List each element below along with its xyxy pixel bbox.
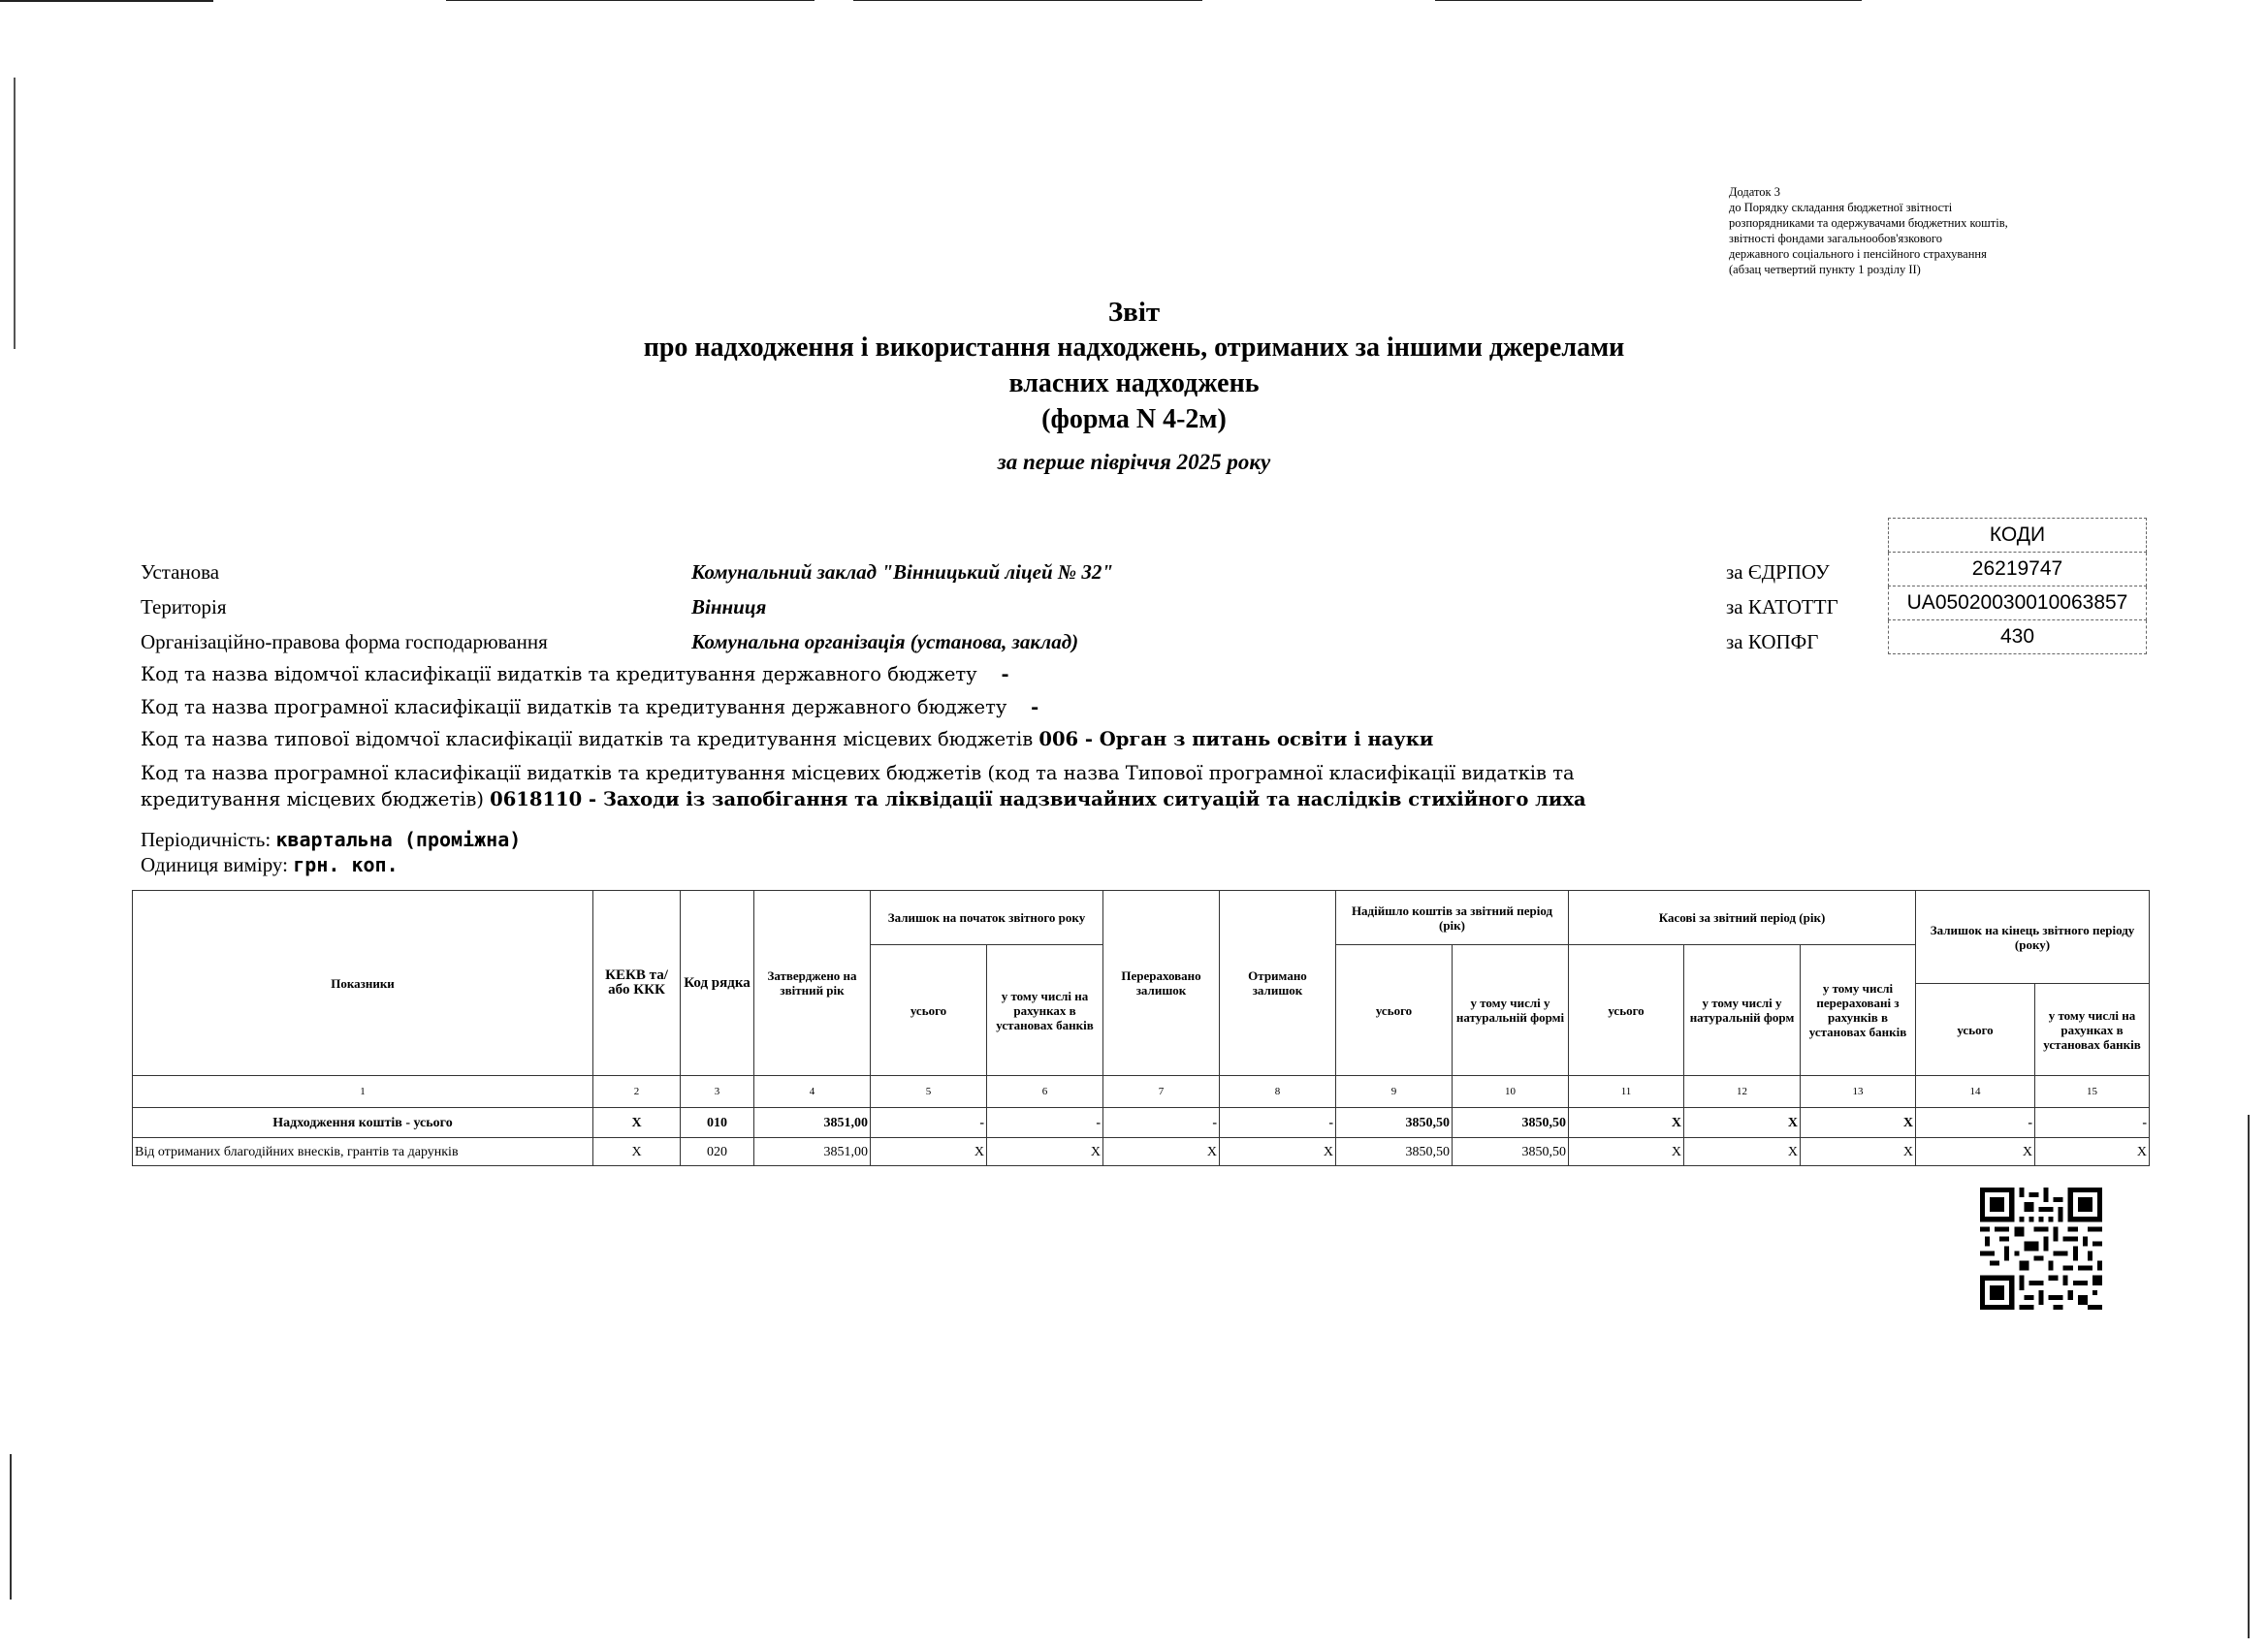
- column-number: 10: [1453, 1076, 1569, 1108]
- column-numbers-row: [133, 1076, 2150, 1108]
- column-number: 12: [1684, 1076, 1801, 1108]
- kopfg-value: 430: [1889, 620, 2147, 654]
- header-balance-end-banks: у тому числі на рахунках в установах банків: [2035, 984, 2150, 1076]
- periodicity-value: квартальна (проміжна): [275, 828, 522, 851]
- table-cell: -: [871, 1108, 987, 1138]
- header-indicators: Показники: [133, 891, 593, 1076]
- report-period: за перше півріччя 2025 року: [997, 450, 1271, 474]
- table-cell: -: [1916, 1108, 2035, 1138]
- header-approved: Затверджено на звітний рік: [754, 891, 871, 1076]
- table-cell: -: [1103, 1108, 1220, 1138]
- classification-line-3: [141, 728, 1595, 750]
- row-name: Від отриманих благодійних внесків, грантів та дарунків: [133, 1138, 593, 1166]
- header-balance-end: Залишок на кінець звітного періоду (року): [1916, 891, 2150, 984]
- codes-title: КОДИ: [1889, 519, 2147, 553]
- annex-line: (абзац четвертий пункту 1 розділу II): [1729, 263, 1921, 276]
- unit: [141, 853, 399, 877]
- unit-value: грн. коп.: [293, 853, 399, 876]
- column-number: 8: [1220, 1076, 1336, 1108]
- institution-value: Комунальний заклад "Вінницький ліцей № 32": [691, 560, 1114, 584]
- scan-artifact: [1435, 0, 1862, 1]
- column-number: 3: [681, 1076, 754, 1108]
- table-cell: X: [1801, 1108, 1916, 1138]
- table-cell: X: [1220, 1138, 1336, 1166]
- column-number: 5: [871, 1076, 987, 1108]
- scan-artifact: [2248, 1115, 2250, 1638]
- table-cell: 3851,00: [754, 1138, 871, 1166]
- table-cell: 3850,50: [1336, 1138, 1453, 1166]
- table-row: [133, 1108, 2150, 1138]
- header-cash-transferred: у тому числі перераховані з рахунків в установах банків: [1801, 945, 1916, 1076]
- column-number: 7: [1103, 1076, 1220, 1108]
- header-income: Надійшло коштів за звітний період (рік): [1336, 891, 1569, 945]
- kopfg-label: за КОПФГ: [1726, 630, 1819, 653]
- header-transferred: Перераховано залишок: [1103, 891, 1220, 1076]
- territory-label: Територія: [141, 595, 227, 618]
- header-income-total: усього: [1336, 945, 1453, 1076]
- classification-text: Код та назва типової відомчої класифікації видатків та кредитування місцевих бюджетів: [141, 728, 1034, 750]
- row-name: Надходження коштів - усього: [133, 1108, 593, 1138]
- column-number: 13: [1801, 1076, 1916, 1108]
- table-cell: X: [1684, 1138, 1801, 1166]
- column-number: 14: [1916, 1076, 2035, 1108]
- annex-note: [1729, 184, 2146, 277]
- header-received: Отримано залишок: [1220, 891, 1336, 1076]
- katottg-value: UA05020030010063857: [1889, 586, 2147, 620]
- annex-line: розпорядниками та одержувачами бюджетних коштів,: [1729, 216, 2008, 230]
- classification-line-2: [141, 696, 1595, 718]
- unit-label: Одиниця виміру:: [141, 853, 288, 876]
- table-cell: X: [1916, 1138, 2035, 1166]
- table-cell: 3850,50: [1453, 1138, 1569, 1166]
- header-cash: Касові за звітний період (рік): [1569, 891, 1916, 945]
- classification-line-4: [141, 762, 1595, 810]
- table-cell: X: [987, 1138, 1103, 1166]
- classification-text: кредитування місцевих бюджетів): [141, 788, 484, 810]
- classification-value: 0618110 - Заходи із запобігання та ліквідації надзвичайних ситуацій та наслідків стихійного лиха: [490, 788, 1586, 810]
- table-cell: X: [1569, 1138, 1684, 1166]
- header-cash-total: усього: [1569, 945, 1684, 1076]
- territory-value: Вінниця: [691, 595, 767, 618]
- edrpou-label: за ЄДРПОУ: [1726, 560, 1830, 584]
- classification-text: Код та назва відомчої класифікації видатків та кредитування державного бюджету: [141, 663, 977, 685]
- table-cell: X: [871, 1138, 987, 1166]
- table-cell: 010: [681, 1108, 754, 1138]
- report-subtitle-2: власних надходжень: [1008, 368, 1260, 398]
- header-kekv: КЕКВ та/або ККК: [593, 891, 681, 1076]
- institution-label: Установа: [141, 560, 220, 584]
- table-cell: X: [1103, 1138, 1220, 1166]
- classification-value: -: [1031, 696, 1039, 718]
- column-number: 4: [754, 1076, 871, 1108]
- table-cell: 3850,50: [1453, 1108, 1569, 1138]
- table-row: [133, 1138, 2150, 1166]
- codes-table: [1888, 518, 2147, 654]
- report-subtitle: про надходження і використання надходжень, отриманих за іншими джерелами: [643, 333, 1625, 363]
- column-number: 6: [987, 1076, 1103, 1108]
- classification-text: Код та назва програмної класифікації видатків та кредитування місцевих бюджетів (код та назва Типової програмної класифікації видатків та: [141, 762, 1575, 784]
- annex-line: до Порядку складання бюджетної звітності: [1729, 201, 1953, 214]
- header-income-natural: у тому числі у натуральній формі: [1453, 945, 1569, 1076]
- periodicity-label: Періодичність:: [141, 828, 272, 851]
- qr-code-icon: [1980, 1188, 2102, 1310]
- column-number: 11: [1569, 1076, 1684, 1108]
- classification-value: -: [1001, 663, 1009, 685]
- header-cash-natural: у тому числі у натуральній форм: [1684, 945, 1801, 1076]
- annex-line: звітності фондами загальнообов'язкового: [1729, 232, 1942, 245]
- table-cell: 3851,00: [754, 1108, 871, 1138]
- column-number: 2: [593, 1076, 681, 1108]
- org-form-label: Організаційно-правова форма господарювання: [141, 630, 548, 653]
- scan-artifact: [446, 0, 815, 1]
- table-cell: -: [987, 1108, 1103, 1138]
- scan-artifact: [0, 0, 213, 2]
- annex-line: державного соціального і пенсійного страхування: [1729, 247, 1987, 261]
- classification-value: 006 - Орган з питань освіти і науки: [1038, 728, 1434, 750]
- table-cell: X: [1801, 1138, 1916, 1166]
- table-cell: X: [1569, 1108, 1684, 1138]
- header-balance-start-total: усього: [871, 945, 987, 1076]
- table-cell: 3850,50: [1336, 1108, 1453, 1138]
- classification-text: Код та назва програмної класифікації видатків та кредитування державного бюджету: [141, 696, 1007, 718]
- table-cell: -: [2035, 1108, 2150, 1138]
- periodicity: [141, 828, 521, 852]
- scan-artifact: [853, 0, 1202, 1]
- column-number: 9: [1336, 1076, 1453, 1108]
- header-balance-end-total: усього: [1916, 984, 2035, 1076]
- edrpou-value: 26219747: [1889, 553, 2147, 586]
- column-number: 15: [2035, 1076, 2150, 1108]
- classification-line-1: [141, 663, 1595, 685]
- table-cell: X: [593, 1108, 681, 1138]
- header-balance-start-banks: у тому числі на рахунках в установах банків: [987, 945, 1103, 1076]
- report-table: [132, 890, 2150, 1166]
- org-form-value: Комунальна організація (установа, заклад): [691, 630, 1079, 653]
- table-cell: 020: [681, 1138, 754, 1166]
- katottg-label: за КАТОТТГ: [1726, 595, 1838, 618]
- report-title: Звіт: [1107, 297, 1161, 328]
- table-cell: X: [593, 1138, 681, 1166]
- header-balance-start: Залишок на початок звітного року: [871, 891, 1103, 945]
- column-number: 1: [133, 1076, 593, 1108]
- table-cell: X: [1684, 1108, 1801, 1138]
- report-form-number: (форма N 4-2м): [1041, 404, 1227, 434]
- table-cell: -: [1220, 1108, 1336, 1138]
- table-cell: X: [2035, 1138, 2150, 1166]
- annex-line: Додаток 3: [1729, 185, 1780, 199]
- header-row-code: Код рядка: [681, 891, 754, 1076]
- scan-artifact: [10, 1454, 12, 1600]
